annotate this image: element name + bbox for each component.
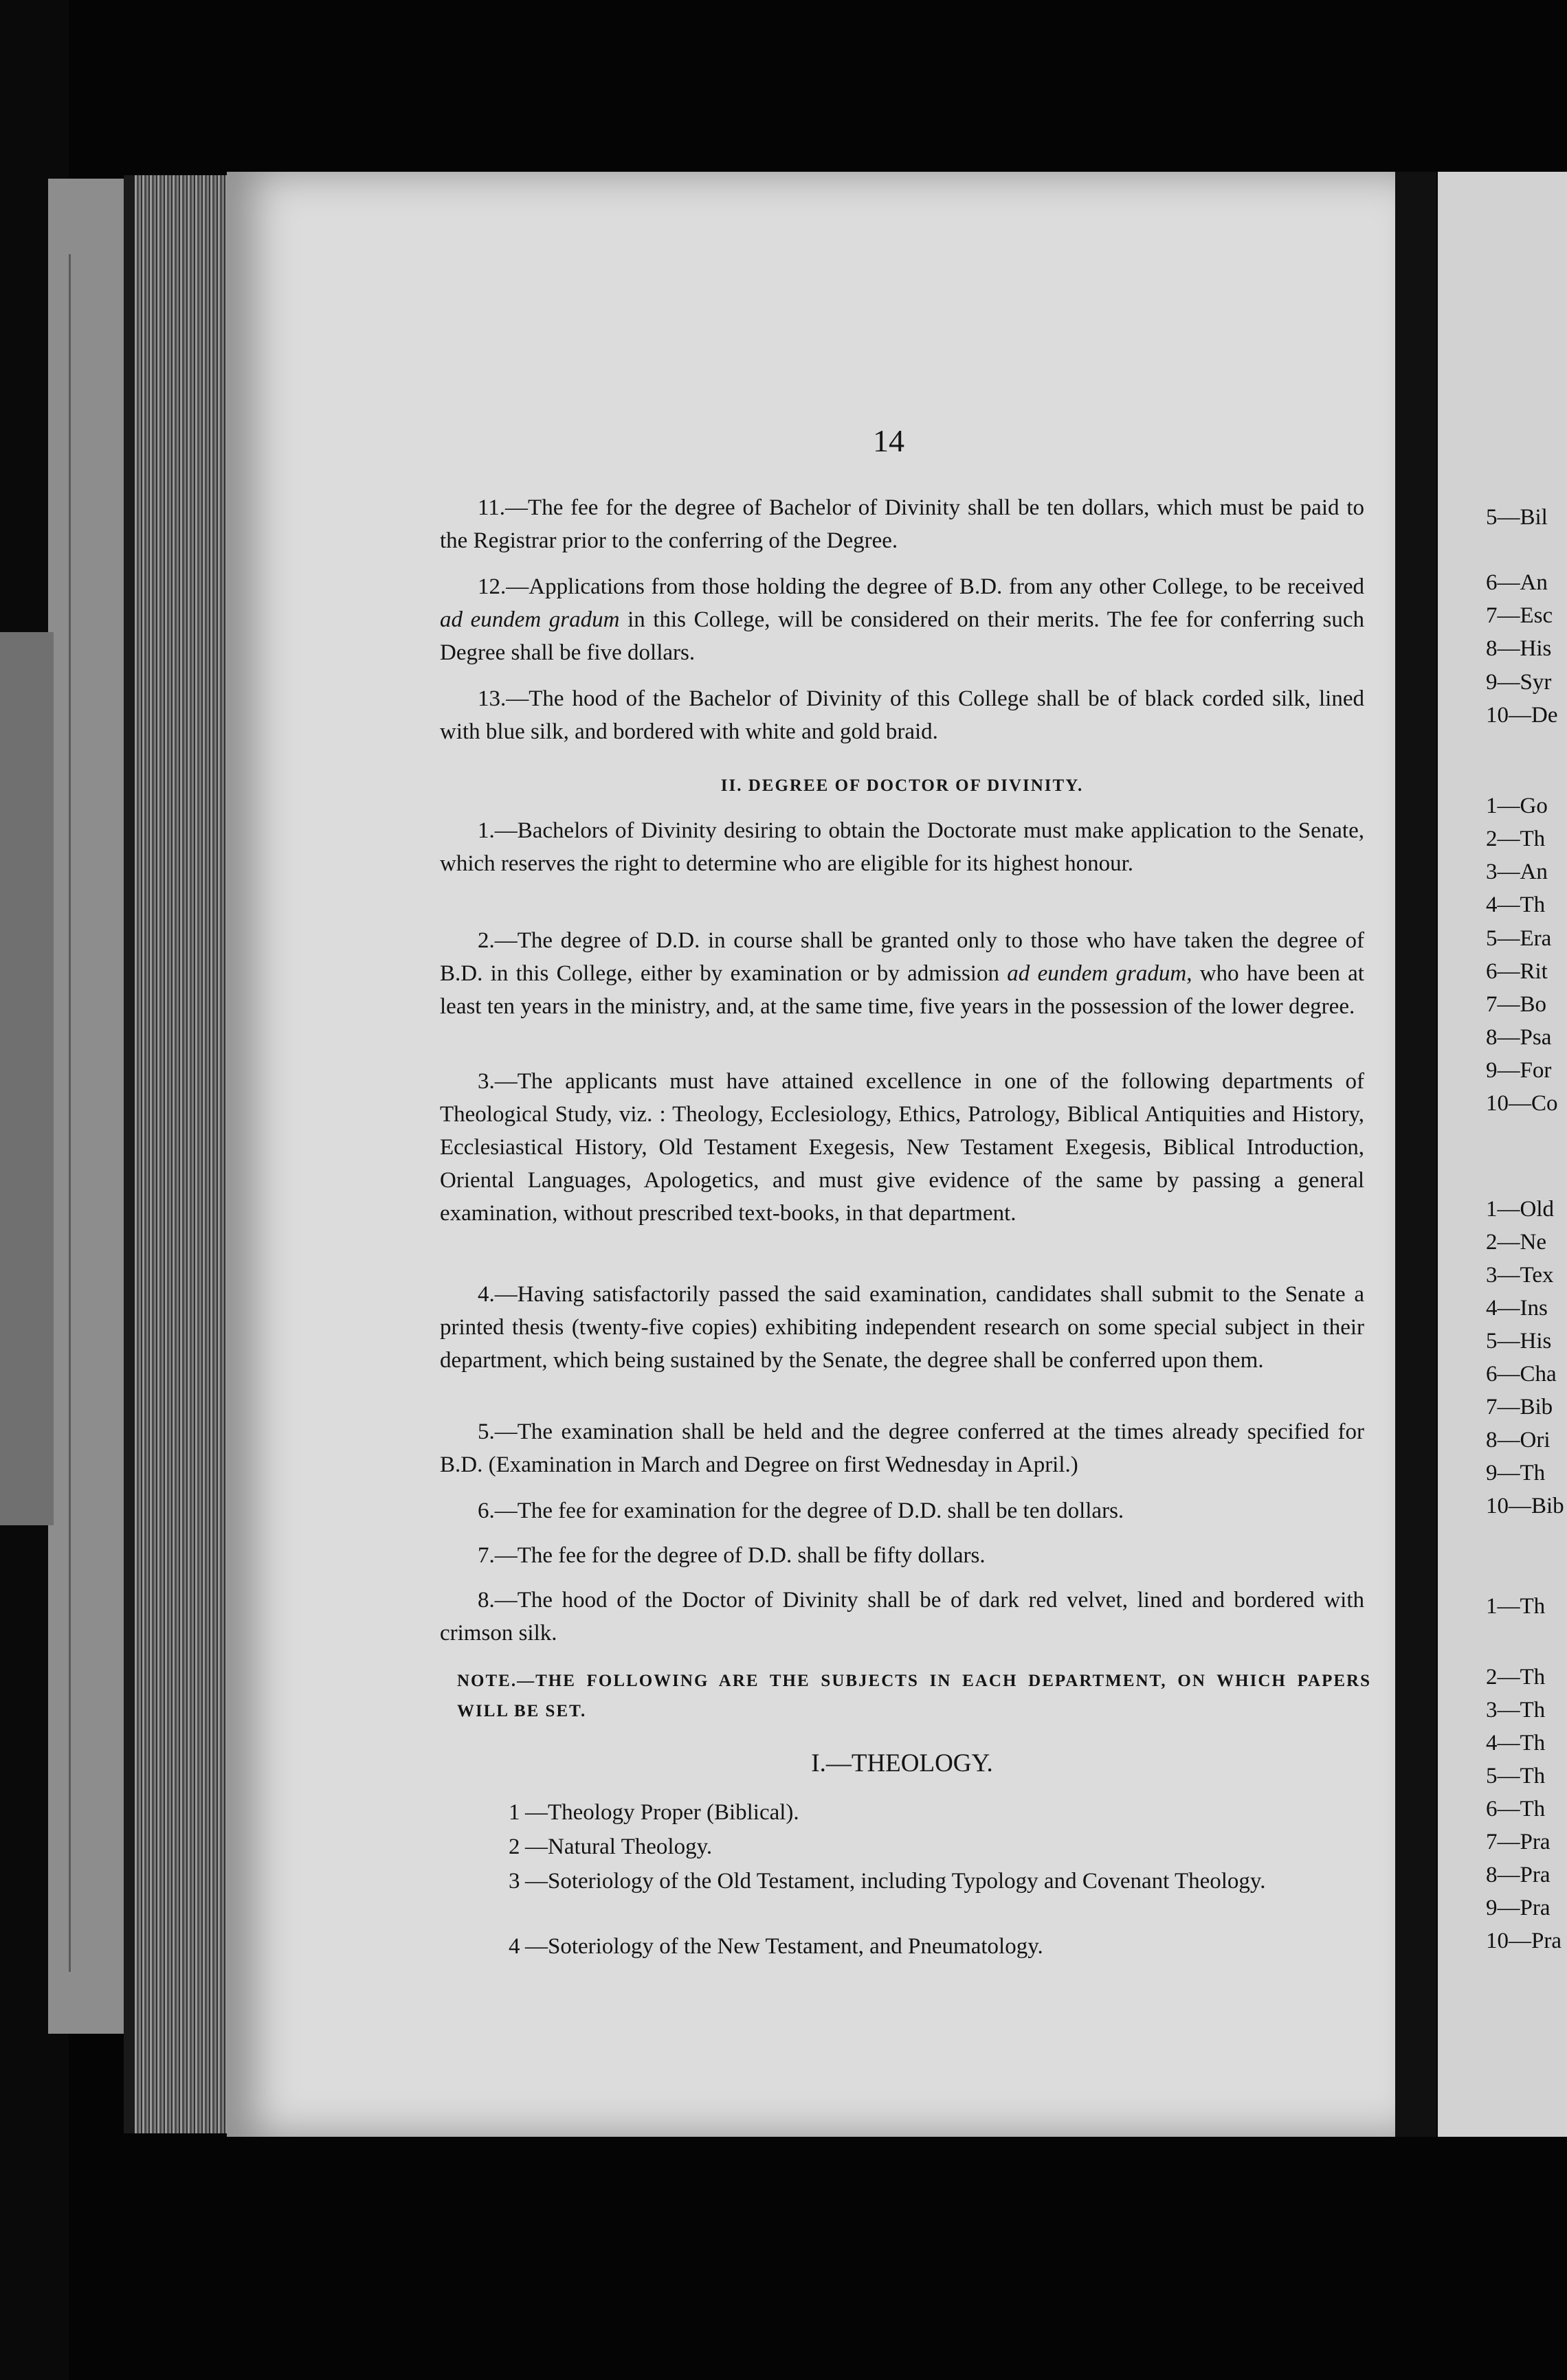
paragraph-number: 11.	[478, 495, 506, 520]
latin-phrase: ad eundem gradum	[440, 607, 620, 632]
paragraph-number: 8.	[478, 1588, 495, 1613]
facing-page-line: 3—Th	[1486, 1698, 1546, 1722]
section-heading: II. DEGREE OF DOCTOR OF DIVINITY.	[720, 776, 1084, 795]
facing-page-line: 8—His	[1486, 636, 1552, 661]
facing-page-line: 10—Co	[1486, 1091, 1558, 1116]
facing-page-line: 9—Th	[1486, 1461, 1546, 1485]
facing-page-line: 5—Bil	[1486, 505, 1548, 530]
facing-page-line: 6—An	[1486, 570, 1548, 595]
item-number: 1	[509, 1800, 520, 1825]
paragraph-dd-7	[440, 1539, 1364, 1572]
facing-page-line: 7—Bo	[1486, 992, 1547, 1017]
facing-page-line: 2—Th	[1486, 1665, 1546, 1689]
paragraph-text: , who have been at least ten years in the ministry, and, at the same time, five years in the possession of the lower degree.	[440, 961, 1364, 1019]
facing-page-line: 3—Tex	[1486, 1263, 1554, 1288]
paragraph-dd-6	[440, 1494, 1364, 1527]
theology-item	[509, 1831, 1364, 1863]
paragraph-dd-2	[440, 924, 1364, 1023]
item-text: —Soteriology of the Old Testament, including Typology and Covenant Theology.	[525, 1869, 1266, 1894]
facing-page-line: 9—For	[1486, 1058, 1552, 1083]
facing-page-list	[1486, 0, 1567, 2380]
facing-page-line: 5—His	[1486, 1329, 1552, 1354]
paragraph-text: —The hood of the Doctor of Divinity shall be of dark red velvet, lined and bordered with crimson silk.	[440, 1588, 1364, 1646]
item-text: —Soteriology of the New Testament, and Pneumatology.	[525, 1934, 1043, 1959]
paragraph-number: 3.	[478, 1069, 495, 1094]
facing-page-line: 1—Th	[1486, 1594, 1546, 1619]
item-number: 2	[509, 1834, 520, 1859]
item-text: —Theology Proper (Biblical).	[525, 1800, 799, 1825]
facing-page-line: 9—Syr	[1486, 670, 1552, 695]
paragraph-number: 2.	[478, 928, 495, 953]
facing-page-line: 2—Ne	[1486, 1230, 1546, 1255]
paragraph-13	[440, 682, 1364, 748]
paragraph-dd-3	[440, 1065, 1364, 1230]
paragraph-text: —The examination shall be held and the degree conferred at the times already specified for B.D. (Examination in March and Degree on first Wednesday in April.)	[440, 1419, 1364, 1477]
scan-margin-line	[69, 254, 71, 1972]
facing-page-line: 6—Th	[1486, 1797, 1546, 1821]
theology-item	[509, 1865, 1364, 1897]
paragraph-text: —Having satisfactorily passed the said examination, candidates shall submit to the Senate a printed thesis (twenty-five copies) exhibiting independent research on some special subject in their department, which being sustained by the Senate, the degree shall be conferred upon them.	[440, 1282, 1364, 1373]
paragraph-dd-1	[440, 814, 1364, 880]
facing-page-line: 1—Go	[1486, 794, 1548, 818]
book-binding	[1395, 172, 1436, 2137]
paragraph-number: 7.	[478, 1543, 495, 1568]
paragraph-number: 13.	[478, 686, 507, 711]
facing-page-line: 4—Ins	[1486, 1296, 1548, 1321]
facing-page-line: 3—An	[1486, 860, 1548, 884]
facing-page-line: 5—Th	[1486, 1764, 1546, 1788]
facing-page-line: 8—Ori	[1486, 1428, 1551, 1452]
scan-background-gray	[0, 632, 54, 1525]
latin-phrase: ad eundem gradum	[1007, 961, 1187, 986]
paragraph-number: 12.	[478, 574, 507, 599]
paragraph-text: —The degree of D.D. in course shall be granted only to those who have taken the degree of B.D. in this College, either by examination or by admission	[440, 928, 1364, 986]
paragraph-number: 4.	[478, 1282, 495, 1307]
paragraph-text: —Applications from those holding the degree of B.D. from any other College, to be received	[506, 574, 1364, 599]
facing-page-line: 2—Th	[1486, 827, 1546, 851]
paragraph-number: 5.	[478, 1419, 495, 1444]
facing-page-line: 10—De	[1486, 703, 1558, 728]
subjects-note: NOTE.—THE FOLLOWING ARE THE SUBJECTS IN EACH DEPARTMENT, ON WHICH PAPERS WILL BE SET.	[457, 1672, 1371, 1720]
paragraph-text: —The hood of the Bachelor of Divinity of this College shall be of black corded silk, lined with blue silk, and bordered with white and gold braid.	[440, 686, 1364, 744]
paragraph-number: 1.	[478, 818, 495, 843]
facing-page-line: 7—Esc	[1486, 603, 1553, 628]
theology-heading: I.—THEOLOGY.	[811, 1749, 993, 1777]
facing-page-line: 6—Rit	[1486, 959, 1548, 984]
facing-page-line: 8—Pra	[1486, 1863, 1551, 1887]
paragraph-number: 6.	[478, 1498, 495, 1523]
facing-page-line: 10—Pra	[1486, 1929, 1562, 1953]
facing-page-line: 4—Th	[1486, 892, 1546, 917]
paragraph-dd-8	[440, 1584, 1364, 1650]
facing-page-line: 9—Pra	[1486, 1896, 1551, 1920]
paragraph-text: —The fee for the degree of D.D. shall be fifty dollars.	[494, 1543, 986, 1568]
page-number: 14	[873, 423, 904, 458]
item-number: 3	[509, 1869, 520, 1894]
paragraph-dd-4	[440, 1278, 1364, 1377]
facing-page-line: 8—Psa	[1486, 1025, 1552, 1050]
facing-page-line: 5—Era	[1486, 926, 1552, 951]
facing-page-line: 6—Cha	[1486, 1362, 1557, 1387]
facing-page-line: 7—Pra	[1486, 1830, 1551, 1854]
theology-item	[509, 1931, 1364, 1962]
item-number: 4	[509, 1934, 520, 1959]
facing-page-line: 7—Bib	[1486, 1395, 1553, 1419]
paragraph-text: —The applicants must have attained excellence in one of the following departments of Theological Study, viz. : Theology, Ecclesiology, Ethics, Patrology, Biblical Antiquities and History, Ecclesiastical History, Old Testament Exegesis, New Testament Exegesis, Biblical Introduction, Oriental Languages, Apologetics, and must give evidence of the same by passing a general examination, without prescribed text-books, in that department.	[440, 1069, 1364, 1226]
paragraph-dd-5	[440, 1415, 1364, 1481]
paragraph-text: —Bachelors of Divinity desiring to obtain the Doctorate must make application to the Senate, which reserves the right to determine who are eligible for its highest honour.	[440, 818, 1364, 876]
paragraph-11	[440, 491, 1364, 557]
facing-page-line: 10—Bib	[1486, 1494, 1564, 1518]
theology-item	[509, 1797, 1364, 1828]
paragraph-text: —The fee for examination for the degree of D.D. shall be ten dollars.	[494, 1498, 1124, 1523]
paragraph-text: —The fee for the degree of Bachelor of Divinity shall be ten dollars, which must be paid to the Registrar prior to the conferring of the Degree.	[440, 495, 1364, 553]
paragraph-text: in this College, will be considered on their merits. The fee for conferring such Degree shall be five dollars.	[440, 607, 1364, 665]
item-text: —Natural Theology.	[525, 1834, 713, 1859]
paragraph-12	[440, 570, 1364, 669]
facing-page-line: 4—Th	[1486, 1731, 1546, 1755]
facing-page-line: 1—Old	[1486, 1197, 1554, 1222]
